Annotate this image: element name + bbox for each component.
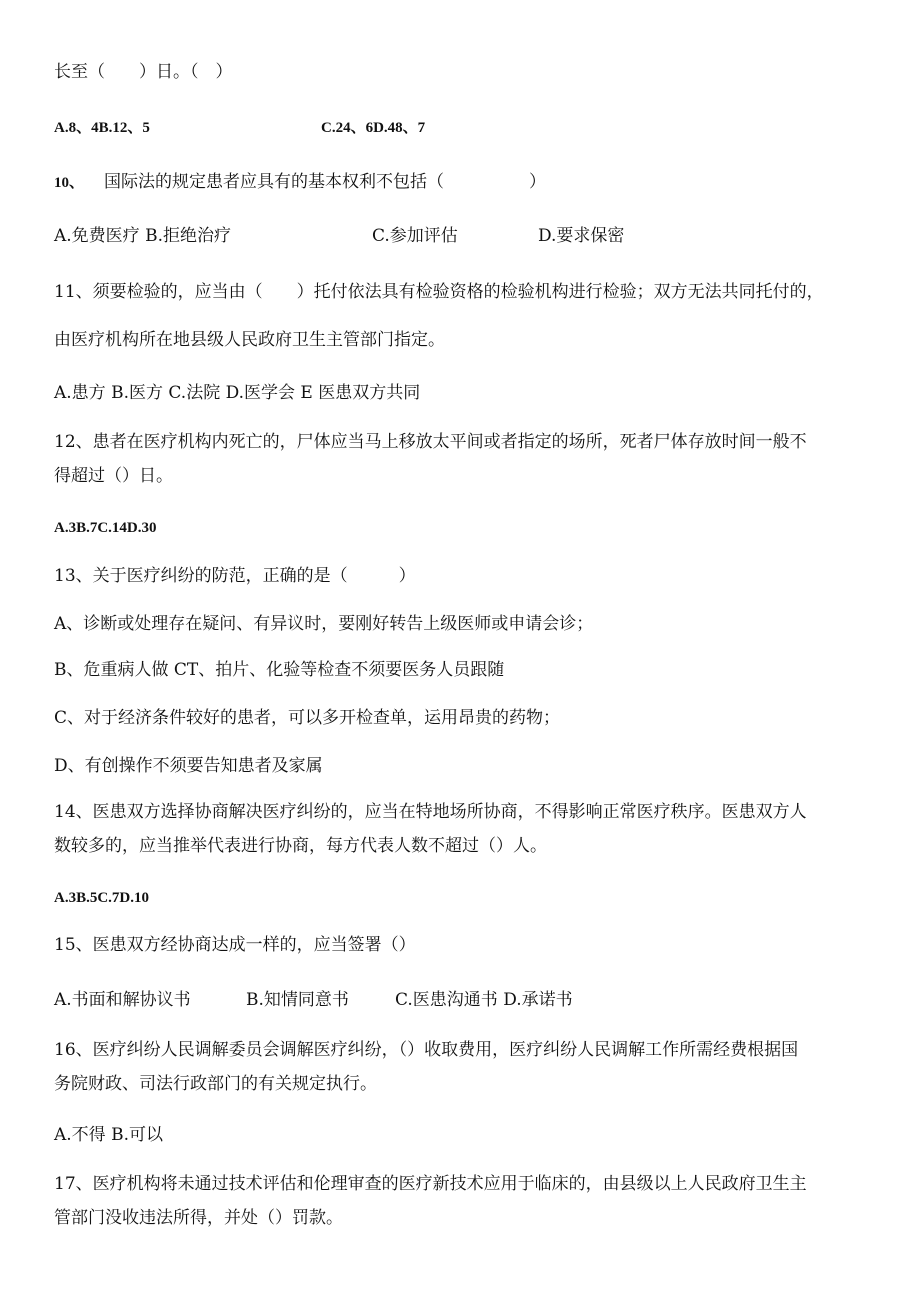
question-text: 国际法的规定患者应具有的基本权利不包括（ ） [104,172,546,192]
question-text: 13、关于医疗纠纷的防范，正确的是（ ） [54,566,416,586]
question-10-options [54,226,864,246]
option-text: D、有创操作不须要告知患者及家属 [54,756,323,776]
question-11-stem-line-2 [54,330,864,350]
question-11-stem-line-1 [54,282,864,302]
option-text: B、危重病人做 CT、拍片、化验等检查不须要医务人员跟随 [54,660,505,680]
question-13-stem [54,566,864,586]
question-text: 11、须要检验的，应当由（ ）托付依法具有检验资格的检验机构进行检验；双方无法共同托付的， [54,282,824,302]
question-text: 14、医患双方选择协商解决医疗纠纷的，应当在特地场所协商，不得影响正常医疗秩序。医患双方人 [54,802,807,822]
question-12-options [54,518,864,538]
question-text: 由医疗机构所在地县级人民政府卫生主管部门指定。 [54,330,445,350]
question-14-stem-line-2 [54,836,864,856]
question-14-options [54,888,864,908]
question-13-option-d [54,756,864,776]
question-12-stem-line-2 [54,466,864,486]
option-text: A.3B.5C.7D.10 [54,890,150,906]
option-text: A.8、4B.12、5 [54,120,150,136]
question-text: 数较多的，应当推举代表进行协商，每方代表人数不超过（）人。 [54,836,547,856]
question-16-stem-line-2 [54,1074,864,1094]
option-text: A.书面和解协议书 [54,990,191,1010]
question-11-options [54,383,864,403]
question-text: 务院财政、司法行政部门的有关规定执行。 [54,1074,377,1094]
option-text: A.3B.7C.14D.30 [54,520,157,536]
question-9-options [54,118,864,138]
option-text: C、对于经济条件较好的患者，可以多开检查单，运用昂贵的药物； [54,708,561,728]
option-text: C.医患沟通书 D.承诺书 [395,990,573,1010]
question-text: 12、患者在医疗机构内死亡的，尸体应当马上移放太平间或者指定的场所，死者尸体存放时间一般不 [54,432,807,452]
question-text: 得超过（）日。 [54,466,173,486]
question-15-options [54,990,864,1010]
question-9-stem-continued [54,62,864,82]
question-text: 16、医疗纠纷人民调解委员会调解医疗纠纷，（）收取费用，医疗纠纷人民调解工作所需经费根据国 [54,1040,799,1060]
question-number: 10、 [54,175,85,191]
question-13-option-a [54,614,864,634]
option-text: D.要求保密 [538,226,625,246]
option-text: B.知情同意书 [246,990,349,1010]
option-text: A.不得 B.可以 [54,1125,163,1145]
option-text: A.患方 B.医方 C.法院 D.医学会 E 医患双方共同 [54,383,421,403]
question-10-stem [54,172,864,193]
question-12-stem-line-1 [54,432,864,452]
question-text: 15、医患双方经协商达成一样的，应当签署（） [54,935,416,955]
question-13-option-b [54,660,864,680]
option-text: C.24、6D.48、7 [321,120,426,136]
question-text: 管部门没收违法所得，并处（）罚款。 [54,1208,343,1228]
text-line: 长至（ ）日。（ ） [54,62,233,82]
question-17-stem-line-1 [54,1174,864,1194]
question-text: 17、医疗机构将未通过技术评估和伦理审查的医疗新技术应用于临床的，由县级以上人民政府卫生主 [54,1174,807,1194]
question-14-stem-line-1 [54,802,864,822]
question-16-options [54,1125,864,1145]
option-text: C.参加评估 [372,226,458,246]
option-text: A.免费医疗 B.拒绝治疗 [54,226,231,246]
question-17-stem-line-2 [54,1208,864,1228]
option-text: A、诊断或处理存在疑问、有异议时，要刚好转告上级医师或申请会诊； [54,614,594,634]
question-15-stem [54,935,864,955]
question-16-stem-line-1 [54,1040,864,1060]
question-13-option-c [54,708,864,728]
